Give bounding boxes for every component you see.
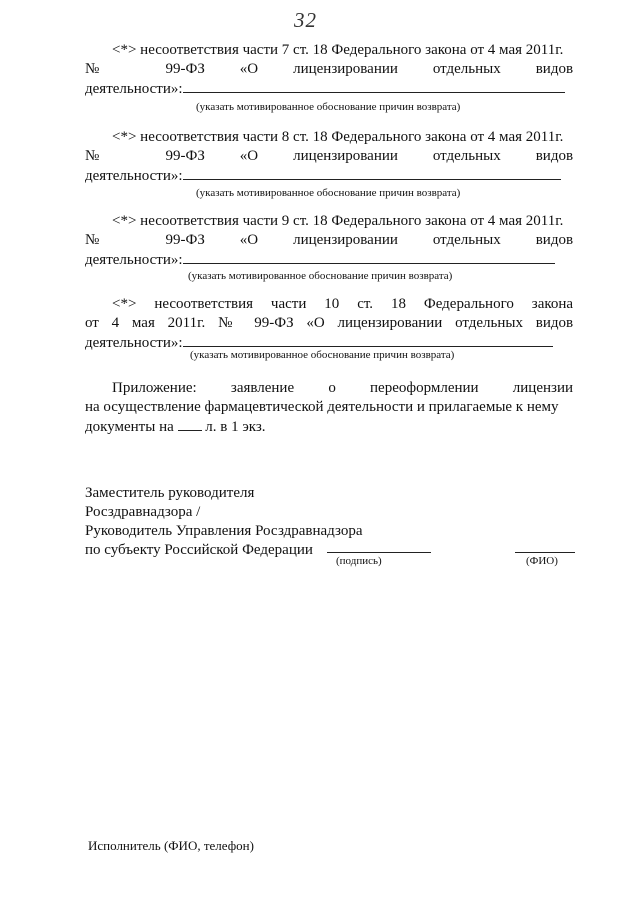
word: «О [306, 315, 325, 331]
item-text-line [85, 79, 573, 99]
word: о [328, 380, 336, 396]
signature-blank-line[interactable] [327, 552, 431, 553]
word: «О [239, 232, 259, 248]
item-text-line: <*> несоответствия части 8 ст. 18 Федерального закона от 4 мая 2011г. [112, 129, 564, 145]
word: мая [131, 315, 155, 331]
word: заявление [230, 380, 295, 396]
word: «О [239, 148, 259, 164]
item-label: деятельности»: [85, 168, 183, 184]
word: 99-ФЗ [165, 61, 205, 77]
attachment-suffix: л. в 1 экз. [205, 419, 266, 435]
nonconformity-item-1 [85, 41, 573, 99]
word: 99-ФЗ [254, 315, 294, 331]
item-text-line [85, 60, 573, 79]
word: <*> [112, 296, 137, 312]
word: № [85, 232, 131, 248]
word: части [270, 296, 307, 312]
word: лицензировании [337, 315, 443, 331]
nonconformity-item-2 [85, 128, 573, 186]
word: 99-ФЗ [165, 232, 205, 248]
attachment-prefix: документы на [85, 419, 174, 435]
word: 18 [390, 296, 406, 312]
signature-caption: (подпись) [336, 555, 382, 567]
reason-hint: (указать мотивированное обоснование причин возврата) [190, 349, 455, 361]
executor-line: Исполнитель (ФИО, телефон) [88, 838, 254, 853]
word: лицензировании [293, 148, 398, 164]
signer-title-line [85, 541, 575, 560]
word: Федерального [423, 296, 514, 312]
name-caption: (ФИО) [526, 555, 558, 567]
word: видов [535, 148, 574, 164]
word: от [85, 315, 99, 331]
attachment-paragraph [85, 379, 573, 437]
word: отдельных [432, 148, 501, 164]
reason-hint: (указать мотивированное обоснование причин возврата) [188, 270, 453, 282]
name-blank-line[interactable] [515, 552, 575, 553]
item-text-line [85, 231, 573, 250]
word: лицензировании [293, 61, 398, 77]
item-text-line: <*> несоответствия части 7 ст. 18 Федерального закона от 4 мая 2011г. [112, 42, 564, 58]
item-text-line [85, 295, 573, 314]
item-label: деятельности»: [85, 81, 183, 97]
sheet-count-blank[interactable] [178, 417, 202, 431]
word: видов [535, 232, 574, 248]
word: отдельных [455, 315, 523, 331]
word: несоответствия [154, 296, 254, 312]
attachment-line: на осуществление фармацевтической деятельности и прилагаемые к нему [85, 399, 559, 415]
word: ст. [357, 296, 374, 312]
word: 10 [324, 296, 340, 312]
word: «О [239, 61, 259, 77]
signer-title-line: Росздравнадзора / [85, 504, 201, 520]
signer-region: по субъекту Российской Федерации [85, 542, 313, 558]
word: 2011г. [167, 315, 206, 331]
attachment-line [85, 417, 573, 437]
reason-blank-line[interactable] [183, 333, 553, 347]
item-label: деятельности»: [85, 335, 183, 351]
reason-hint: (указать мотивированное обоснование причин возврата) [196, 187, 461, 199]
signer-title-line: Заместитель руководителя [85, 485, 255, 501]
page-number: 32 [294, 8, 317, 32]
reason-blank-line[interactable] [183, 166, 561, 180]
signer-title-line: Руководитель Управления Росздравнадзора [85, 523, 363, 539]
reason-hint: (указать мотивированное обоснование причин возврата) [196, 101, 461, 113]
nonconformity-item-4 [85, 295, 573, 353]
word: № [85, 61, 131, 77]
word: переоформлении [370, 380, 479, 396]
item-text-line [85, 250, 573, 270]
reason-blank-line[interactable] [183, 250, 555, 264]
item-text-line [85, 166, 573, 186]
word: лицензировании [293, 232, 398, 248]
word: закона [531, 296, 574, 312]
signature-block [85, 484, 575, 560]
word: лицензии [512, 380, 574, 396]
word: отдельных [432, 61, 501, 77]
word: Приложение: [112, 380, 197, 396]
word: № [85, 148, 131, 164]
word: 99-ФЗ [165, 148, 205, 164]
item-text-line [85, 314, 573, 333]
item-label: деятельности»: [85, 252, 183, 268]
item-text-line: <*> несоответствия части 9 ст. 18 Федерального закона от 4 мая 2011г. [112, 213, 564, 229]
word: № [218, 315, 242, 331]
word: видов [535, 315, 574, 331]
word: отдельных [432, 232, 501, 248]
reason-blank-line[interactable] [183, 79, 565, 93]
attachment-line [85, 379, 573, 398]
word: 4 [111, 315, 120, 331]
nonconformity-item-3 [85, 212, 573, 270]
item-text-line [85, 147, 573, 166]
word: видов [535, 61, 574, 77]
